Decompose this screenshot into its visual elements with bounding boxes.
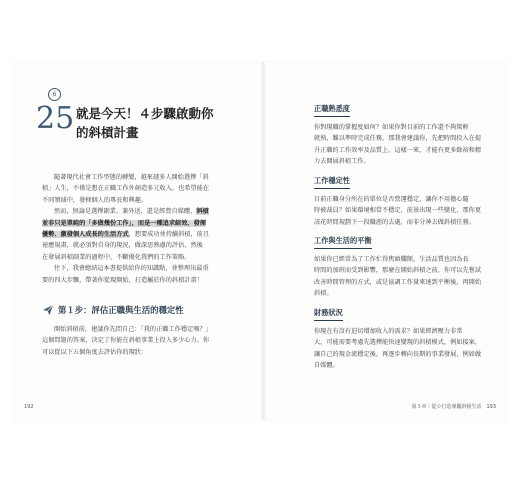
step-1-heading-text: 第１步：評估正職與生活的穩定性 — [58, 305, 184, 315]
text-line — [42, 229, 240, 240]
text-line: 在發展斜槓副業的過程中，不斷優化我們的工作策略。 — [42, 253, 191, 261]
intro-body — [42, 172, 240, 286]
text-line — [42, 206, 240, 217]
section-financial-status — [314, 300, 496, 372]
section-body — [314, 194, 496, 228]
text-line: 力去開展斜槓工作。 — [314, 158, 370, 166]
text-line: 大，可能需要考慮先選擇能快速變現的斜槓模式，例如接案， — [314, 339, 482, 347]
text-segment: ，想要成功並持續斜槓，前且 — [128, 231, 210, 239]
section-job-stability — [314, 168, 496, 228]
chapter-title — [76, 104, 246, 142]
highlighted-text: 並非只是單純的「多做幾份工作」，而是一種追求綜效、發揮 — [42, 219, 206, 227]
text-line — [42, 218, 240, 229]
chapter-number: 25 — [36, 101, 75, 136]
text-line: 你現在有沒有迫切增加收入的需求？如果經濟壓力非常 — [314, 328, 463, 335]
text-line: 就熟，難以準時完成任務，那我會建議你，先把時間投入在提 — [314, 135, 482, 143]
text-line: 升正職的工作效率及品質上。這樣一來，才能有更多餘裕和精 — [314, 146, 482, 154]
intro-paragraph-2 — [42, 206, 240, 263]
section-body — [314, 254, 496, 300]
text-line: 你對現職的掌握度如何？如果你對目前的工作還不夠駕輕 — [314, 124, 469, 131]
book-spread — [14, 62, 506, 420]
text-line: 可以從以下五個角度去評估你的現狀： — [42, 348, 148, 356]
step-1-paragraph — [42, 324, 240, 358]
text-line: 如果你已經常為了工作忙得焦頭爛額，生活品質也因為長 — [314, 256, 469, 263]
text-line: 隨著現代社會工作型態的轉變，越來越多人開始選擇「斜 — [54, 174, 209, 181]
chapter-title-line-2: 的斜槓計畫 — [76, 125, 139, 140]
intro-paragraph-3 — [42, 263, 240, 286]
section-heading: 財務狀況 — [314, 308, 343, 321]
text-line: 槓」人生，不僅是想在正職工作外創造多元收入，也希望能在 — [42, 185, 210, 193]
text-line: 讓自己的現金流穩定後，再逐步轉向長期的事業發展，例如做 — [314, 350, 482, 358]
text-line: 自媒體。 — [314, 362, 339, 370]
right-page — [266, 62, 506, 420]
text-line: 祕應規畫，就必須對自身的現況，做深思熟慮的評估，然後 — [42, 242, 203, 250]
text-line: 這個問題的答案，決定了你能在斜槓事業上投入多少心力。你 — [42, 337, 210, 345]
running-footer-right: 第５章｜從０打造專屬斜槓生活 193 — [411, 404, 496, 410]
highlighted-text: 斜槓 — [196, 208, 209, 216]
page-number-left: 192 — [24, 404, 34, 410]
text-segment: 然而，無論是選擇副業、兼外送，還是經營自媒體， — [54, 208, 197, 216]
left-page — [14, 62, 260, 420]
chapter-badge: 6 — [48, 88, 61, 101]
section-heading: 工作穩定性 — [314, 176, 350, 189]
text-line: 時間的加班而受到影響，那麼在開始斜槓之前，你可以先嘗試 — [314, 267, 482, 275]
section-heading: 正職熟悉度 — [314, 104, 350, 117]
text-line: 斜槓。 — [314, 290, 333, 298]
text-line: 不同領域中，發揮個人的專長和興趣。 — [42, 196, 148, 204]
section-job-familiarity — [314, 96, 496, 168]
text-line: 目前正職身分所在的單位是否營運穩定，讓你不用擔心隨 — [314, 196, 469, 203]
paper-plane-icon — [42, 304, 54, 316]
text-line: 時被裁員？如果環境相當不穩定，前景出現一些變化，那你更 — [314, 207, 482, 215]
text-line: 要的四大步驟，帶著你從現開始，打造屬於你的斜槓計畫！ — [42, 276, 203, 284]
step-1-heading — [42, 304, 242, 316]
highlighted-text: 優勢、激發個人成長的生活方式 — [42, 231, 129, 239]
section-body — [314, 326, 496, 372]
step-1-body — [42, 324, 240, 358]
intro-paragraph-1 — [42, 172, 240, 206]
text-line: 往下，我會總結這本書提供給你的知識點，並整理出最重 — [54, 265, 209, 273]
section-heading: 工作與生活的平衡 — [314, 236, 372, 249]
section-work-life-balance — [314, 228, 496, 300]
section-body — [314, 122, 496, 168]
text-line: 該花時間規劃下一段職涯的去處，而非分神去做斜槓任務。 — [314, 218, 475, 226]
chapter-title-line-1: 就是今天！４步驟啟動你 — [76, 106, 214, 121]
text-line: 改善時間管理的方式，或是協調工作量來達到平衡後，再開始 — [314, 278, 482, 286]
text-line: 開始斜槓前，建議你先問自己：「我的正職工作穩定嗎？」 — [54, 326, 212, 333]
